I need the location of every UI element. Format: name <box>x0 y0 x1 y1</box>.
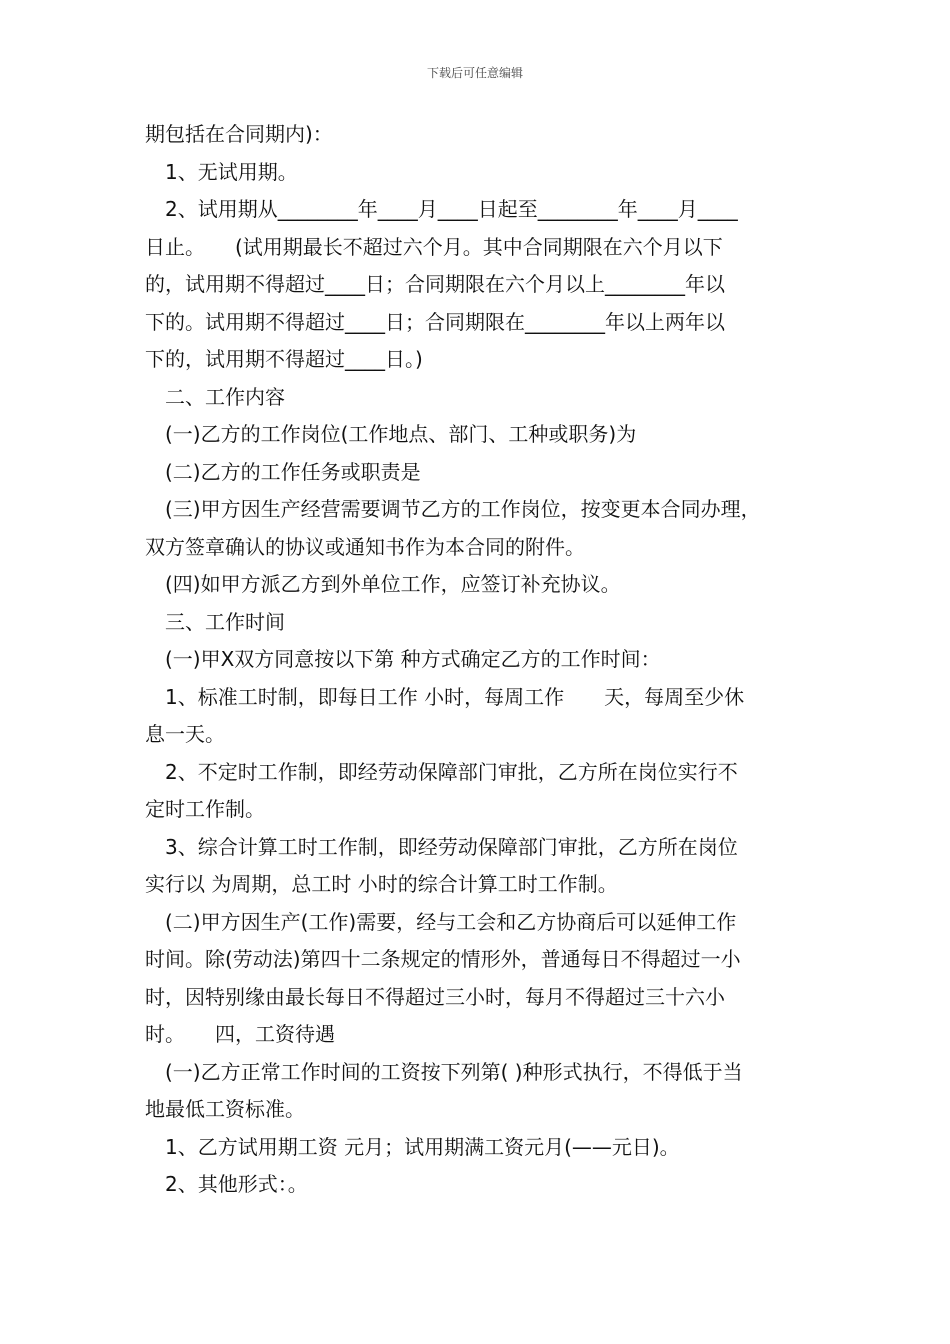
text-line: (一)甲X双方同意按以下第 种方式确定乙方的工作时间： <box>165 647 661 671</box>
text-line: 时。 四，工资待遇 <box>145 1022 335 1046</box>
text-line: 3、综合计算工时工作制，即经劳动保障部门审批，乙方所在岗位 <box>165 834 738 859</box>
text-line: 下的，试用期不得超过____日。) <box>145 347 423 371</box>
text-line: 日止。 (试用期最长不超过六个月。其中合同期限在六个月以下 <box>145 234 723 259</box>
text-line: 期包括在合同期内)： <box>145 122 333 146</box>
text-line: 定时工作制。 <box>145 797 265 821</box>
section-heading: 二、工作内容 <box>165 384 285 409</box>
text-line: 1、无试用期。 <box>165 159 298 184</box>
text-line: (一)乙方的工作岗位(工作地点、部门、工种或职务)为 <box>165 422 637 446</box>
text-line: 2、试用期从________年____月____日起至________年____月____ <box>165 197 738 221</box>
text-line: 1、乙方试用期工资 元月；试用期满工资元月(——元日)。 <box>165 1134 680 1159</box>
text-line: 下的。试用期不得超过____日；合同期限在________年以上两年以 <box>145 309 725 334</box>
text-line: 地最低工资标准。 <box>145 1097 305 1121</box>
page-header: 下载后可任意编辑 <box>426 66 523 80</box>
text-line: (四)如甲方派乙方到外单位工作，应签订补充协议。 <box>165 572 621 596</box>
document-body <box>145 116 815 1204</box>
text-line: 1、标准工时制，即每日工作 小时，每周工作 天，每周至少休 <box>165 684 745 709</box>
text-line: (三)甲方因生产经营需要调节乙方的工作岗位，按变更本合同办理， <box>165 497 761 521</box>
text-line: 息一天。 <box>145 722 225 746</box>
text-line: 时，因特别缘由最长每日不得超过三小时，每月不得超过三十六小 <box>145 984 725 1009</box>
text-line: 2、其他形式：。 <box>165 1172 308 1196</box>
text-line: 实行以 为周期，总工时 小时的综合计算工时工作制。 <box>145 872 618 896</box>
text-line: 时间。除(劳动法)第四十二条规定的情形外，普通每日不得超过一小 <box>145 947 741 971</box>
text-line: 2、不定时工作制，即经劳动保障部门审批，乙方所在岗位实行不 <box>165 759 738 784</box>
text-line: (二)乙方的工作任务或职责是 <box>165 459 421 484</box>
section-heading: 三、工作时间 <box>165 609 285 634</box>
text-line: 双方签章确认的协议或通知书作为本合同的附件。 <box>145 534 585 559</box>
text-line: (二)甲方因生产(工作)需要，经与工会和乙方协商后可以延伸工作 <box>165 909 737 934</box>
text-line: 的，试用期不得超过____日；合同期限在六个月以上________年以 <box>145 272 725 296</box>
text-line: (一)乙方正常工作时间的工资按下列第( )种形式执行，不得低于当 <box>165 1059 743 1084</box>
